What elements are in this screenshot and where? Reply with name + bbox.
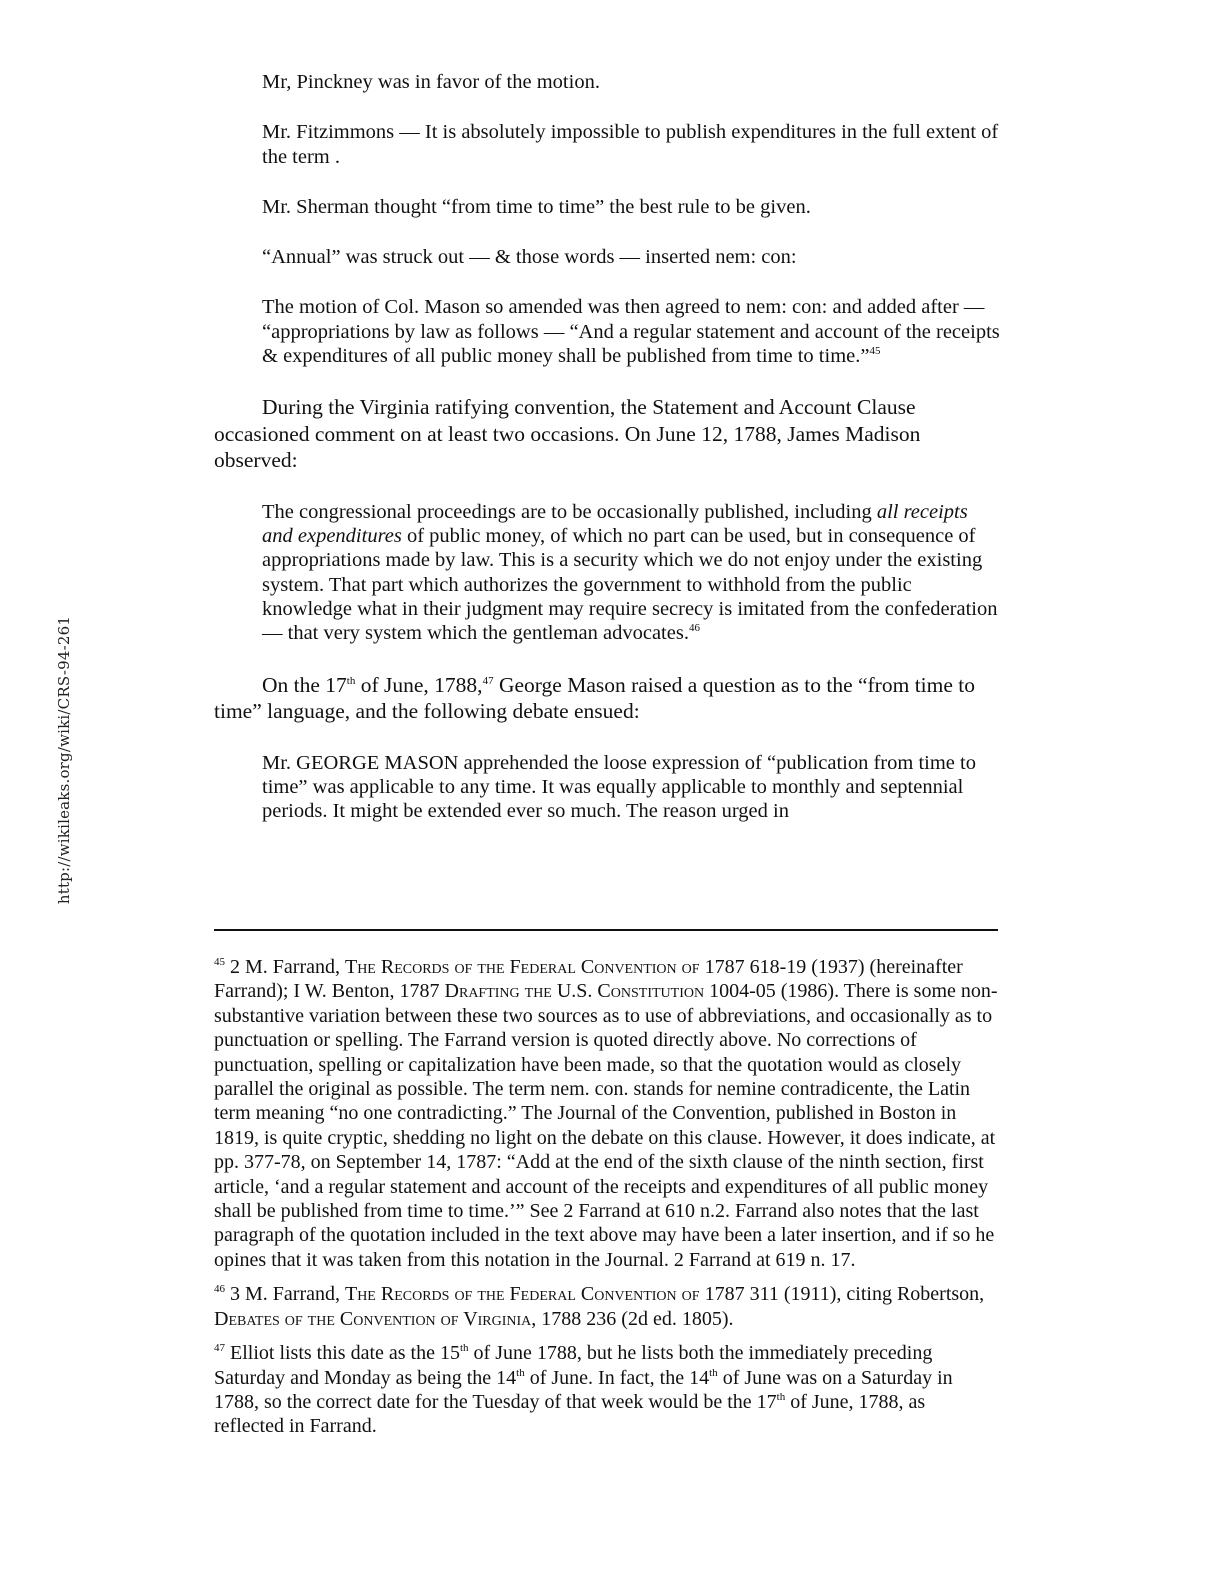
quote-george-mason: Mr. GEORGE MASON apprehended the loose expression of “publication from time to time” was applicable to any time. It was equally applicable to monthly and septennial periods. It might be extended ever so much. The reason urged in (262, 751, 976, 823)
quote-mason-motion: The motion of Col. Mason so amended was then agreed to nem: con: and added after — “appropriations by law as follows — “And a regular statement and account of the receipts & expenditures of all public money shall be published from time to time.”$^{45}$ (262, 296, 1000, 368)
quote-madison: The congressional proceedings are to be occasionally published, including all receipts and expenditures of public money, of which no part can be used, but in consequence of appropriations made by law. This is a security which we do not enjoy under the existing system. That part which authorizes the government to withhold from the public knowledge what in their judgment may require secrecy is imitated from the confederation — that very system which the gentleman advocates.$^{46}$ (262, 500, 998, 645)
watermark-text: http://wikileaks.org/wiki/CRS-94-261 (55, 615, 74, 905)
paragraph-virginia-convention: During the Virginia ratifying convention, the Statement and Account Clause occasioned comment on at least two occasions. On June 12, 1788, James Madison observed: (214, 395, 921, 473)
footnote-ref-47[interactable]: 47 (482, 674, 494, 687)
footnote-46: $^{46}$ 3 M. Farrand, The Records of the Federal Convention of 1787 311 (1911), citing Robertson, Debates of the Convention of Virginia, 1788 236 (2d ed. 1805). (214, 1283, 985, 1330)
quote-annual-struck: “Annual” was struck out — & those words — inserted nem: con: (262, 246, 797, 269)
emphasis-receipts-expenditures: all receipts and expenditures (262, 500, 968, 548)
footnote-ref-45[interactable]: 45 (869, 345, 881, 358)
side-watermark-url (52, 600, 76, 920)
footnote-47: $^{47}$ Elliot lists this date as the 15th of June 1788, but he lists both the immediately preceding Saturday and Monday as being the 14th of June. In fact, the 14th of June was on a Saturday in 1788, so the correct date for the Tuesday of that week would be the 17th of June, 1788, as reflected in Farrand. (214, 1342, 953, 1438)
quote-sherman: Mr. Sherman thought “from time to time” the best rule to be given. (262, 195, 811, 218)
quote-fitzimmons: Mr. Fitzimmons — It is absolutely impossible to publish expenditures in the full extent of the term . (262, 121, 999, 168)
george-mason-quote-block (262, 751, 1000, 824)
madison-quote-block (262, 500, 1000, 646)
footnotes-section (214, 955, 1000, 1449)
page-body (214, 70, 1000, 850)
quote-pinckney: Mr, Pinckney was in favor of the motion. (262, 71, 600, 93)
paragraph-june-17: On the 17th of June, 1788,47 George Mason raised a question as to the “from time to time” language, and the following debate ensued: (214, 672, 976, 724)
footnote-ref-46[interactable]: 46 (688, 622, 700, 635)
convention-quote-block (262, 70, 1000, 368)
footnote-45: $^{45}$ 2 M. Farrand, The Records of the Federal Convention of 1787 618-19 (1937) (hereinafter Farrand); I W. Benton, 1787 Drafting the U.S. Constitution 1004-05 (1986). There is some non-substantive variation between these two sources as to use of abbreviations, and occasionally as to punctuation or spelling. The Farrand version is quoted directly above. No corrections of punctuation, spelling or capitalization have been made, so that the quotation would as closely parallel the original as possible. The term nem. con. stands for nemine contradicente, the Latin term meaning “no one contradicting.” The Journal of the Convention, published in Boston in 1819, is quite cryptic, shedding no light on the debate on this clause. However, it does indicate, at pp. 377-78, on September 14, 1787: “Add at the end of the sixth clause of the ninth section, first article, ‘and a regular statement and account of the receipts and expenditures of all public money shall be published from time to time.’” See 2 Farrand at 610 n.2. Farrand also notes that the last paragraph of the quotation included in the text above may have been a later insertion, and if so he opines that it was taken from this notation in the Journal. 2 Farrand at 619 n. 17. (214, 956, 998, 1271)
footnote-divider (214, 929, 998, 931)
